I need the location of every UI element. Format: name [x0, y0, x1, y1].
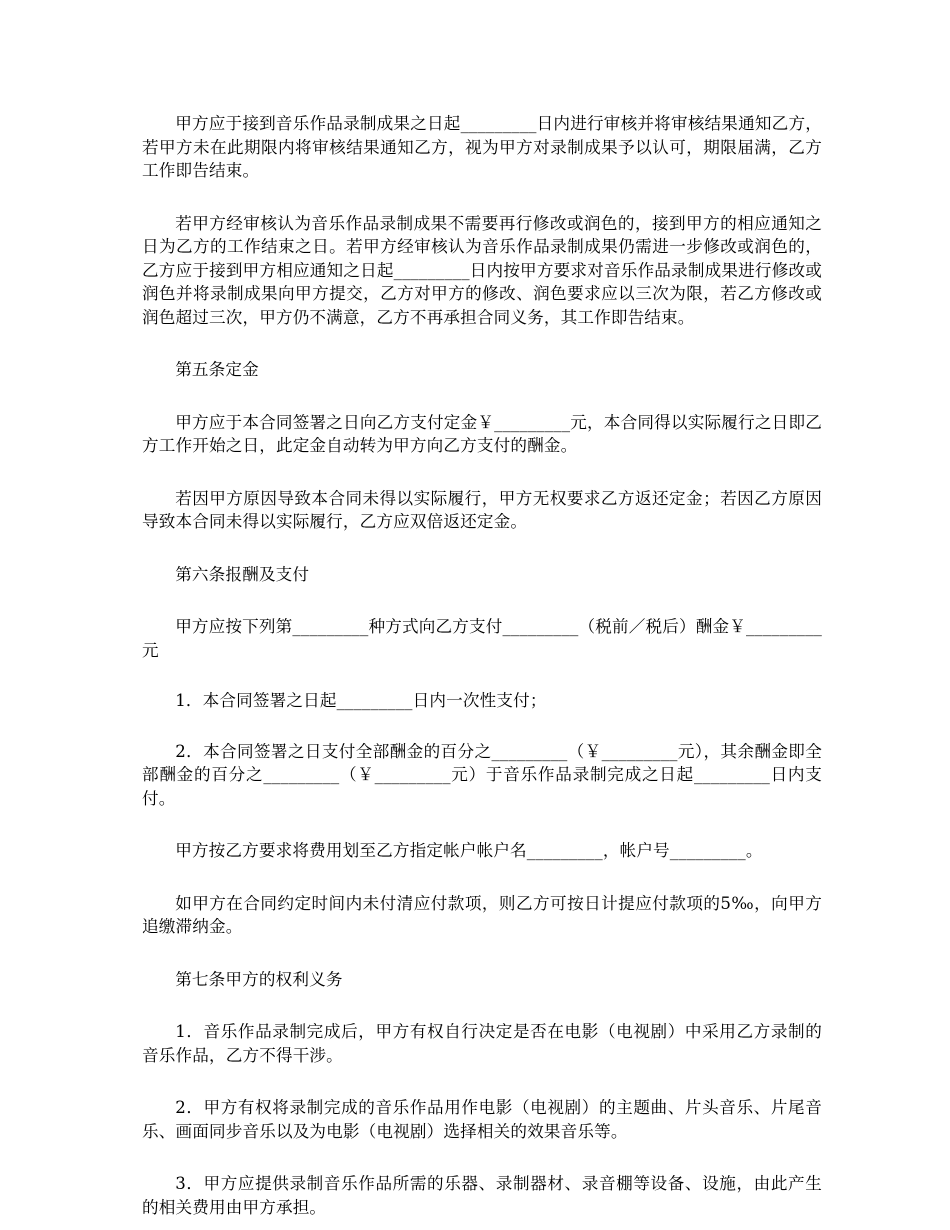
paragraph-review-period: 甲方应于接到音乐作品录制成果之日起_________日内进行审核并将审核结果通知乙方，若甲方未在此期限内将审核结果通知乙方，视为甲方对录制成果予以认可，期限届满，乙方工作即告结束。 — [142, 114, 822, 180]
list-item-payment-option-2: 2．本合同签署之日支付全部酬金的百分之_________（￥_________元），其余酬金即全部酬金的百分之_________（￥_________元）于音乐作品录制完成之日起_________日内支付。 — [142, 741, 822, 808]
document-body — [142, 112, 822, 1219]
list-item-rights-2: 2．甲方有权将录制完成的音乐作品用作电影（电视剧）的主题曲、片头音乐、片尾音乐、画面同步音乐以及为电影（电视剧）选择相关的效果音乐等。 — [142, 1098, 822, 1141]
paragraph-revision-terms: 若甲方经审核认为音乐作品录制成果不需要再行修改或润色的，接到甲方的相应通知之日为乙方的工作结束之日。若甲方经审核认为音乐作品录制成果仍需进一步修改或润色的，乙方应于接到甲方相应通知之日起_________日内按甲方要求对音乐作品录制成果进行修改或润色并将录制成果向甲方提交，乙方对甲方的修改、润色要求应以三次为限，若乙方修改或润色超过三次，甲方仍不满意，乙方不再承担合同义务，其工作即告结束。 — [142, 213, 822, 327]
section-heading-deposit: 第五条定金 — [175, 360, 259, 379]
section-heading-party-a-rights: 第七条甲方的权利义务 — [175, 969, 343, 989]
paragraph-bank-account: 甲方按乙方要求将费用划至乙方指定帐户帐户名_________，帐户号_________。 — [175, 841, 763, 860]
list-item-payment-option-1: 1．本合同签署之日起_________日内一次性支付； — [175, 691, 547, 710]
section-heading-payment: 第六条报酬及支付 — [175, 564, 310, 584]
list-item-rights-1: 1．音乐作品录制完成后，甲方有权自行决定是否在电影（电视剧）中采用乙方录制的音乐作品，乙方不得干涉。 — [142, 1022, 822, 1065]
paragraph-deposit-refund: 若因甲方原因导致本合同未得以实际履行，甲方无权要求乙方返还定金；若因乙方原因导致本合同未得以实际履行，乙方应双倍返还定金。 — [142, 488, 822, 531]
paragraph-late-fee: 如甲方在合同约定时间内未付清应付款项，则乙方可按日计提应付款项的5‰，向甲方追缴滞纳金。 — [142, 893, 822, 936]
list-item-rights-3: 3．甲方应提供录制音乐作品所需的乐器、录制器材、录音棚等设备、设施，由此产生的相关费用由甲方承担。 — [142, 1174, 822, 1217]
paragraph-payment-method: 甲方应按下列第_________种方式向乙方支付_________（税前／税后）酬金￥_________元 — [142, 617, 822, 660]
paragraph-deposit: 甲方应于本合同签署之日向乙方支付定金￥_________元，本合同得以实际履行之日即乙方工作开始之日，此定金自动转为甲方向乙方支付的酬金。 — [142, 412, 822, 455]
